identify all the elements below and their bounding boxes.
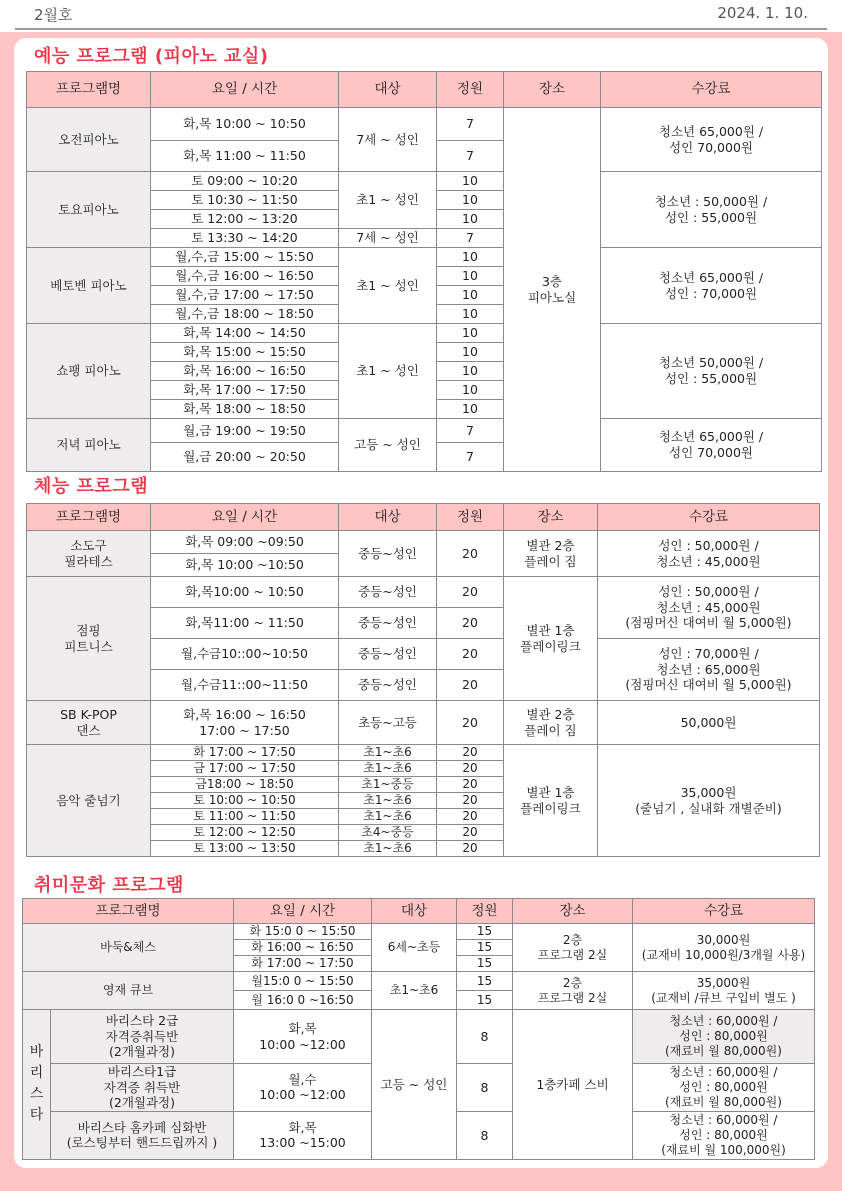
target-cell: 초1 ~ 성인 (339, 324, 437, 419)
program-name: 오전피아노 (27, 108, 151, 172)
target-cell: 초등~고등 (339, 701, 437, 745)
col-header-target: 대상 (372, 899, 457, 924)
issue-label: 2월호 (34, 6, 73, 24)
program-name: 토요피아노 (27, 172, 151, 248)
target-cell: 초1~초6 (339, 841, 437, 857)
capacity-cell: 8 (457, 1111, 513, 1159)
table-row (23, 972, 815, 991)
col-header-time: 요일 / 시간 (151, 72, 339, 108)
place-cell: 별관 2층 플레이 짐 (504, 531, 598, 577)
sports-table (26, 503, 820, 857)
target-cell: 고등 ~ 성인 (339, 419, 437, 472)
barista-group-label: 바 리 스 타 (23, 1010, 51, 1160)
capacity-cell: 10 (437, 381, 504, 400)
program-name: 점핑 피트니스 (27, 577, 151, 701)
col-header-capacity: 정원 (437, 72, 504, 108)
section-title-sports: 체능 프로그램 (34, 476, 149, 497)
capacity-cell: 7 (437, 443, 504, 472)
capacity-cell: 10 (437, 362, 504, 381)
fee-cell: 성인 : 50,000원 / 청소년 : 45,000원 (598, 531, 820, 577)
time-cell: 토 10:00 ~ 10:50 (151, 793, 339, 809)
capacity-cell: 20 (437, 809, 504, 825)
col-header-place: 장소 (504, 72, 601, 108)
fee-cell: 청소년 : 60,000원 / 성인 : 80,000원 (재료비 월 80,000원) (633, 1010, 815, 1064)
place-cell: 별관 2층 플레이 짐 (504, 701, 598, 745)
time-cell: 월,수,금 16:00 ~ 16:50 (151, 267, 339, 286)
table-row (27, 172, 822, 191)
capacity-cell: 7 (437, 108, 504, 141)
time-cell: 화 17:00 ~ 17:50 (234, 956, 372, 972)
capacity-cell: 7 (437, 141, 504, 172)
table-row (27, 701, 820, 745)
target-cell: 7세 ~ 성인 (339, 108, 437, 172)
col-header-time: 요일 / 시간 (151, 504, 339, 531)
program-name: 베토벤 피아노 (27, 248, 151, 324)
program-name: 쇼팽 피아노 (27, 324, 151, 419)
capacity-cell: 20 (437, 701, 504, 745)
time-cell: 화 16:00 ~ 16:50 (234, 940, 372, 956)
program-name: 소도구 필라테스 (27, 531, 151, 577)
target-cell: 초1~초6 (339, 761, 437, 777)
table-row (27, 419, 822, 443)
time-cell: 화,목 16:00 ~ 16:50 (151, 362, 339, 381)
target-cell: 7세 ~ 성인 (339, 229, 437, 248)
time-cell: 화,목 17:00 ~ 17:50 (151, 381, 339, 400)
section-title-hobby: 취미문화 프로그램 (34, 875, 184, 896)
program-name: 음악 줄넘기 (27, 745, 151, 857)
target-cell: 초1~초6 (372, 972, 457, 1010)
fee-cell: 청소년 : 50,000원 / 성인 : 55,000원 (601, 172, 822, 248)
capacity-cell: 15 (457, 972, 513, 991)
hobby-table (22, 898, 815, 1160)
place-cell: 2층 프로그램 2실 (513, 972, 633, 1010)
time-cell: 월,금 19:00 ~ 19:50 (151, 419, 339, 443)
place-cell: 2층 프로그램 2실 (513, 924, 633, 972)
time-cell: 토 12:00 ~ 12:50 (151, 825, 339, 841)
col-header-target: 대상 (339, 504, 437, 531)
fee-cell: 청소년 65,000원 / 성인 70,000원 (601, 419, 822, 472)
target-cell: 고등 ~ 성인 (372, 1010, 457, 1160)
time-cell: 화,목 11:00 ~ 11:50 (151, 141, 339, 172)
time-cell: 화 17:00 ~ 17:50 (151, 745, 339, 761)
col-header-program: 프로그램명 (27, 72, 151, 108)
col-header-capacity: 정원 (457, 899, 513, 924)
time-cell: 월,수,금 15:00 ~ 15:50 (151, 248, 339, 267)
program-name: 바리스타 홈카페 심화반 (로스팅부터 핸드드립까지 ) (51, 1111, 234, 1159)
col-header-time: 요일 / 시간 (234, 899, 372, 924)
capacity-cell: 10 (437, 324, 504, 343)
capacity-cell: 7 (437, 419, 504, 443)
capacity-cell: 20 (437, 608, 504, 639)
capacity-cell: 20 (437, 841, 504, 857)
target-cell: 중등~성인 (339, 608, 437, 639)
target-cell: 중등~성인 (339, 670, 437, 701)
target-cell: 초1~초6 (339, 745, 437, 761)
place-cell: 1층카페 스비 (513, 1010, 633, 1160)
time-cell: 토 13:00 ~ 13:50 (151, 841, 339, 857)
capacity-cell: 10 (437, 210, 504, 229)
fee-cell: 청소년 : 60,000원 / 성인 : 80,000원 (재료비 월 100,000원) (633, 1111, 815, 1159)
program-name: 바리스타 2급 자격증취득반 (2개월과정) (51, 1010, 234, 1064)
table-row (27, 248, 822, 267)
col-header-program: 프로그램명 (27, 504, 151, 531)
capacity-cell: 20 (437, 531, 504, 577)
capacity-cell: 20 (437, 577, 504, 608)
capacity-cell: 8 (457, 1010, 513, 1064)
table-row (27, 577, 820, 608)
capacity-cell: 20 (437, 761, 504, 777)
fee-cell: 청소년 : 60,000원 / 성인 : 80,000원 (재료비 월 80,000원) (633, 1064, 815, 1112)
capacity-cell: 15 (457, 940, 513, 956)
issue-date: 2024. 1. 10. (717, 4, 808, 22)
fee-cell: 청소년 65,000원 / 성인 70,000원 (601, 108, 822, 172)
capacity-cell: 20 (437, 670, 504, 701)
capacity-cell: 20 (437, 777, 504, 793)
capacity-cell: 10 (437, 286, 504, 305)
capacity-cell: 10 (437, 343, 504, 362)
time-cell: 화,목11:00 ~ 11:50 (151, 608, 339, 639)
page-header (0, 0, 842, 32)
time-cell: 토 13:30 ~ 14:20 (151, 229, 339, 248)
time-cell: 금18:00 ~ 18:50 (151, 777, 339, 793)
target-cell: 중등~성인 (339, 531, 437, 577)
time-cell: 화,목 10:00 ~ 10:50 (151, 108, 339, 141)
table-row (27, 324, 822, 343)
capacity-cell: 10 (437, 305, 504, 324)
time-cell: 토 09:00 ~ 10:20 (151, 172, 339, 191)
target-cell: 초4~중등 (339, 825, 437, 841)
target-cell: 중등~성인 (339, 577, 437, 608)
capacity-cell: 20 (437, 639, 504, 670)
target-cell: 중등~성인 (339, 639, 437, 670)
col-header-place: 장소 (504, 504, 598, 531)
time-cell: 화,목10:00 ~ 10:50 (151, 577, 339, 608)
fee-cell: 35,000원 (교재비 /큐브 구입비 별도 ) (633, 972, 815, 1010)
time-cell: 토 12:00 ~ 13:20 (151, 210, 339, 229)
time-cell: 화,목 14:00 ~ 14:50 (151, 324, 339, 343)
col-header-capacity: 정원 (437, 504, 504, 531)
time-cell: 금 17:00 ~ 17:50 (151, 761, 339, 777)
place-cell: 3층 피아노실 (504, 108, 601, 472)
col-header-program: 프로그램명 (23, 899, 234, 924)
table-row (23, 924, 815, 940)
capacity-cell: 8 (457, 1064, 513, 1112)
place-cell: 별관 1층 플레이링크 (504, 745, 598, 857)
piano-table (26, 71, 822, 472)
fee-cell: 30,000원 (교재비 10,000원/3개월 사용) (633, 924, 815, 972)
capacity-cell: 20 (437, 793, 504, 809)
capacity-cell: 7 (437, 229, 504, 248)
fee-cell: 성인 : 50,000원 / 청소년 : 45,000원 (점핑머신 대여비 월 5,000원) (598, 577, 820, 639)
col-header-fee: 수강료 (633, 899, 815, 924)
target-cell: 초1 ~ 성인 (339, 172, 437, 229)
time-cell: 화,목 09:00 ~09:50 (151, 531, 339, 554)
capacity-cell: 10 (437, 400, 504, 419)
time-cell: 화,목 16:00 ~ 16:50 17:00 ~ 17:50 (151, 701, 339, 745)
program-name: SB K-POP 댄스 (27, 701, 151, 745)
capacity-cell: 15 (457, 956, 513, 972)
time-cell: 월15:0 0 ~ 15:50 (234, 972, 372, 991)
col-header-fee: 수강료 (598, 504, 820, 531)
col-header-fee: 수강료 (601, 72, 822, 108)
table-row (23, 1010, 815, 1064)
target-cell: 6세~초등 (372, 924, 457, 972)
time-cell: 화,목 13:00 ~15:00 (234, 1111, 372, 1159)
time-cell: 토 10:30 ~ 11:50 (151, 191, 339, 210)
time-cell: 월,수,금 18:00 ~ 18:50 (151, 305, 339, 324)
col-header-target: 대상 (339, 72, 437, 108)
table-row (27, 108, 822, 141)
time-cell: 화,목 10:00 ~12:00 (234, 1010, 372, 1064)
program-name: 바둑&체스 (23, 924, 234, 972)
fee-cell: 청소년 50,000원 / 성인 : 55,000원 (601, 324, 822, 419)
time-cell: 화,목 18:00 ~ 18:50 (151, 400, 339, 419)
fee-cell: 성인 : 70,000원 / 청소년 : 65,000원 (점핑머신 대여비 월 5,000원) (598, 639, 820, 701)
time-cell: 월,수금11::00~11:50 (151, 670, 339, 701)
capacity-cell: 20 (437, 745, 504, 761)
capacity-cell: 20 (437, 825, 504, 841)
table-row (27, 745, 820, 761)
program-name: 저녁 피아노 (27, 419, 151, 472)
target-cell: 초1~초6 (339, 793, 437, 809)
time-cell: 화,목 15:00 ~ 15:50 (151, 343, 339, 362)
time-cell: 화 15:0 0 ~ 15:50 (234, 924, 372, 940)
fee-cell: 청소년 65,000원 / 성인 : 70,000원 (601, 248, 822, 324)
header-divider (15, 28, 827, 30)
program-name: 영재 큐브 (23, 972, 234, 1010)
target-cell: 초1~중등 (339, 777, 437, 793)
time-cell: 토 11:00 ~ 11:50 (151, 809, 339, 825)
table-row (27, 531, 820, 554)
time-cell: 월,금 20:00 ~ 20:50 (151, 443, 339, 472)
fee-cell: 35,000원 (줄넘기 , 실내화 개별준비) (598, 745, 820, 857)
program-name: 바리스타1급 자격증 취득반 (2개월과정) (51, 1064, 234, 1112)
capacity-cell: 10 (437, 191, 504, 210)
capacity-cell: 15 (457, 991, 513, 1010)
col-header-place: 장소 (513, 899, 633, 924)
time-cell: 월,수금10::00~10:50 (151, 639, 339, 670)
capacity-cell: 10 (437, 267, 504, 286)
section-title-piano: 예능 프로그램 (피아노 교실) (34, 46, 269, 67)
place-cell: 별관 1층 플레이링크 (504, 577, 598, 701)
time-cell: 월 16:0 0 ~16:50 (234, 991, 372, 1010)
capacity-cell: 10 (437, 172, 504, 191)
fee-cell: 50,000원 (598, 701, 820, 745)
target-cell: 초1 ~ 성인 (339, 248, 437, 324)
capacity-cell: 15 (457, 924, 513, 940)
target-cell: 초1~초6 (339, 809, 437, 825)
time-cell: 월,수 10:00 ~12:00 (234, 1064, 372, 1112)
capacity-cell: 10 (437, 248, 504, 267)
time-cell: 월,수,금 17:00 ~ 17:50 (151, 286, 339, 305)
time-cell: 화,목 10:00 ~10:50 (151, 554, 339, 577)
